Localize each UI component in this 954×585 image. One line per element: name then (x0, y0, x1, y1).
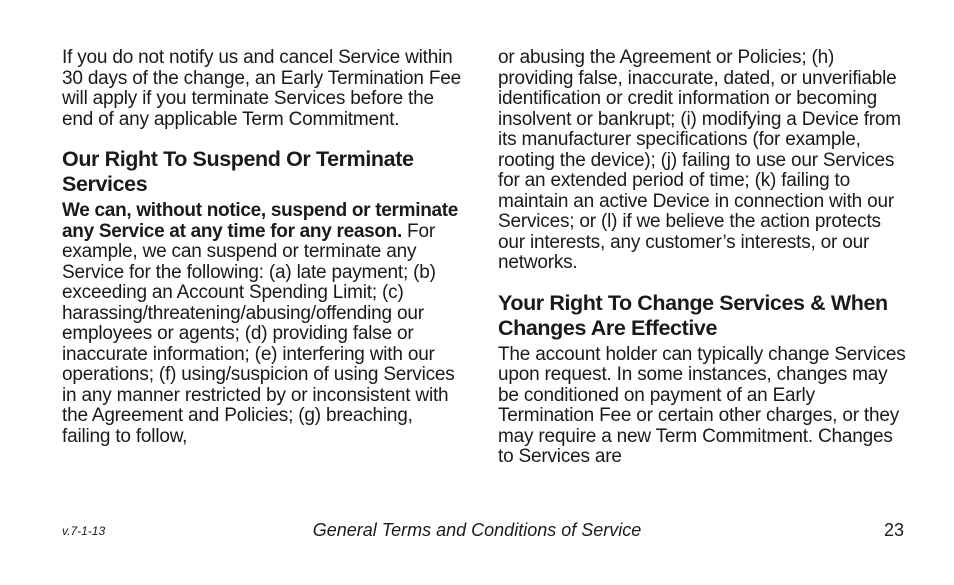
section-heading-change-services: Your Right To Change Services & When Changes Are Effective (498, 290, 888, 340)
continuation-paragraph: or abusing the Agreement or Policies; (h) providing false, inaccurate, dated, or unverifiable identification or credit information or becoming insolvent or bankrupt; (i) modifying a Device from its manufacturer specifications (for example, rooting the device); (j) failing to use our Services for an extended period of time; (k) failing to maintain an active Device in connection with our Services; or (l) if we believe the action protects our interests, any customer’s interests, or our networks. (498, 47, 901, 273)
section-heading-suspend-terminate: Our Right To Suspend Or Terminate Services (62, 147, 414, 196)
change-services-paragraph: The account holder can typically change Services upon request. In some instances, changes may be conditioned on payment of an Early Termination Fee or certain other charges, or they may require a new Term Commitment. Changes to Services are (498, 343, 906, 467)
version-label: v.7-1-13 (62, 524, 106, 538)
footer-document-title: General Terms and Conditions of Service (312, 520, 642, 540)
suspend-terminate-paragraph (62, 201, 462, 447)
page-number: 23 (883, 520, 904, 540)
intro-paragraph: If you do not notify us and cancel Service within 30 days of the change, an Early Termination Fee will apply if you terminate Services before the end of any applicable Term Commitment. (62, 47, 461, 130)
left-column (62, 48, 462, 447)
right-column (498, 48, 908, 468)
lead-bold-text: We can, without notice, suspend or terminate any Service at any time for any reason. (62, 200, 459, 242)
page-footer (0, 520, 954, 542)
suspend-terminate-body: For example, we can suspend or terminate any Service for the following: (a) late payment; (b) exceeding an Account Spending Limit; (c) harassing/threatening/abusing/offending our employees or agents; (d) providing false or inaccurate information; (e) interfering with our operations; (f) using/suspicion of using Services in any manner restricted by or inconsistent with the Agreement and Policies; (g) breaching, failing to follow, (62, 220, 455, 447)
